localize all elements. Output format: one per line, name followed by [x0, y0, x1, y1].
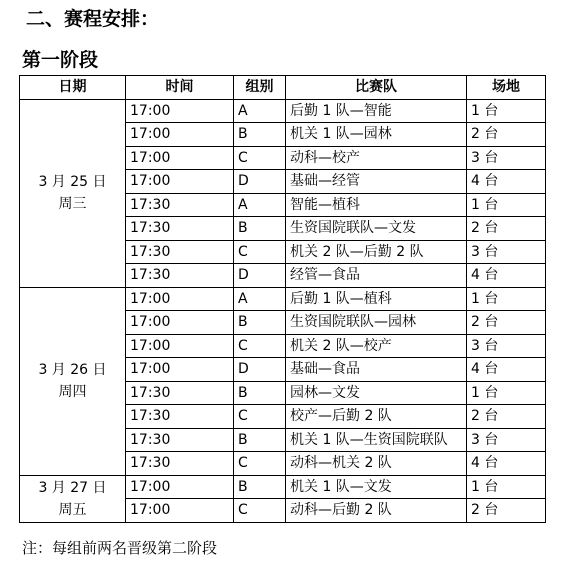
venue-cell: 4 台 — [467, 358, 546, 382]
teams-cell: 动科—校产 — [286, 146, 467, 170]
teams-cell: 校产—后勤 2 队 — [286, 405, 467, 429]
time-cell: 17:30 — [126, 405, 234, 429]
group-cell: C — [234, 334, 286, 358]
date-text: 3 月 27 日 — [38, 479, 107, 496]
teams-cell: 基础—经管 — [286, 170, 467, 194]
time-cell: 17:00 — [126, 170, 234, 194]
teams-cell: 机关 2 队—校产 — [286, 334, 467, 358]
header-teams: 比赛队 — [286, 76, 467, 100]
venue-cell: 3 台 — [467, 428, 546, 452]
venue-cell: 2 台 — [467, 217, 546, 241]
header-time: 时间 — [126, 76, 234, 100]
group-cell: D — [234, 170, 286, 194]
teams-cell: 后勤 1 队—智能 — [286, 99, 467, 123]
group-cell: B — [234, 217, 286, 241]
group-cell: A — [234, 99, 286, 123]
section-heading: 二、赛程安排： — [26, 8, 160, 30]
group-cell: B — [234, 381, 286, 405]
venue-cell: 2 台 — [467, 499, 546, 523]
time-cell: 17:00 — [126, 358, 234, 382]
time-cell: 17:00 — [126, 123, 234, 147]
footnote: 注：每组前两名晋级第二阶段 — [22, 539, 218, 557]
time-cell: 17:30 — [126, 452, 234, 476]
venue-cell: 1 台 — [467, 287, 546, 311]
venue-cell: 3 台 — [467, 240, 546, 264]
group-cell: B — [234, 428, 286, 452]
time-cell: 17:00 — [126, 311, 234, 335]
group-cell: A — [234, 287, 286, 311]
date-cell — [20, 99, 126, 287]
teams-cell: 动科—机关 2 队 — [286, 452, 467, 476]
group-cell: D — [234, 358, 286, 382]
date-text: 3 月 26 日 — [38, 362, 107, 378]
teams-cell: 机关 1 队—园林 — [286, 123, 467, 147]
venue-cell: 4 台 — [467, 264, 546, 288]
venue-cell: 4 台 — [467, 170, 546, 194]
group-cell: B — [234, 123, 286, 147]
venue-cell: 4 台 — [467, 452, 546, 476]
venue-cell: 2 台 — [467, 123, 546, 147]
group-cell: C — [234, 452, 286, 476]
schedule-body — [20, 99, 546, 522]
time-cell: 17:30 — [126, 428, 234, 452]
header-venue: 场地 — [467, 76, 546, 100]
venue-cell: 1 台 — [467, 99, 546, 123]
venue-cell: 2 台 — [467, 405, 546, 429]
teams-cell: 生资国院联队—园林 — [286, 311, 467, 335]
venue-cell: 2 台 — [467, 311, 546, 335]
weekday-text: 周三 — [58, 196, 87, 212]
weekday-text: 周五 — [58, 501, 87, 518]
header-date: 日期 — [20, 76, 126, 100]
date-cell — [20, 287, 126, 475]
weekday-text: 周四 — [58, 384, 87, 400]
teams-cell: 动科—后勤 2 队 — [286, 499, 467, 523]
teams-cell: 机关 1 队—生资国院联队 — [286, 428, 467, 452]
schedule-table — [19, 75, 546, 523]
teams-cell: 园林—文发 — [286, 381, 467, 405]
stage-heading: 第一阶段 — [22, 49, 99, 71]
table-row — [20, 475, 546, 499]
teams-cell: 经管—食品 — [286, 264, 467, 288]
time-cell: 17:00 — [126, 99, 234, 123]
header-row — [20, 76, 546, 100]
time-cell: 17:00 — [126, 499, 234, 523]
time-cell: 17:30 — [126, 240, 234, 264]
time-cell: 17:00 — [126, 287, 234, 311]
date-cell — [20, 475, 126, 522]
venue-cell: 1 台 — [467, 475, 546, 499]
group-cell: C — [234, 499, 286, 523]
teams-cell: 后勤 1 队—植科 — [286, 287, 467, 311]
group-cell: B — [234, 311, 286, 335]
group-cell: B — [234, 475, 286, 499]
time-cell: 17:00 — [126, 146, 234, 170]
header-group: 组别 — [234, 76, 286, 100]
teams-cell: 智能—植科 — [286, 193, 467, 217]
group-cell: A — [234, 193, 286, 217]
time-cell: 17:00 — [126, 334, 234, 358]
time-cell: 17:30 — [126, 217, 234, 241]
group-cell: C — [234, 240, 286, 264]
time-cell: 17:30 — [126, 264, 234, 288]
venue-cell: 1 台 — [467, 193, 546, 217]
table-row — [20, 287, 546, 311]
venue-cell: 3 台 — [467, 334, 546, 358]
time-cell: 17:30 — [126, 381, 234, 405]
time-cell: 17:00 — [126, 475, 234, 499]
teams-cell: 生资国院联队—文发 — [286, 217, 467, 241]
group-cell: C — [234, 405, 286, 429]
venue-cell: 1 台 — [467, 381, 546, 405]
date-text: 3 月 25 日 — [38, 174, 107, 190]
group-cell: C — [234, 146, 286, 170]
table-row — [20, 99, 546, 123]
time-cell: 17:30 — [126, 193, 234, 217]
teams-cell: 机关 1 队—文发 — [286, 475, 467, 499]
group-cell: D — [234, 264, 286, 288]
teams-cell: 基础—食品 — [286, 358, 467, 382]
venue-cell: 3 台 — [467, 146, 546, 170]
teams-cell: 机关 2 队—后勤 2 队 — [286, 240, 467, 264]
